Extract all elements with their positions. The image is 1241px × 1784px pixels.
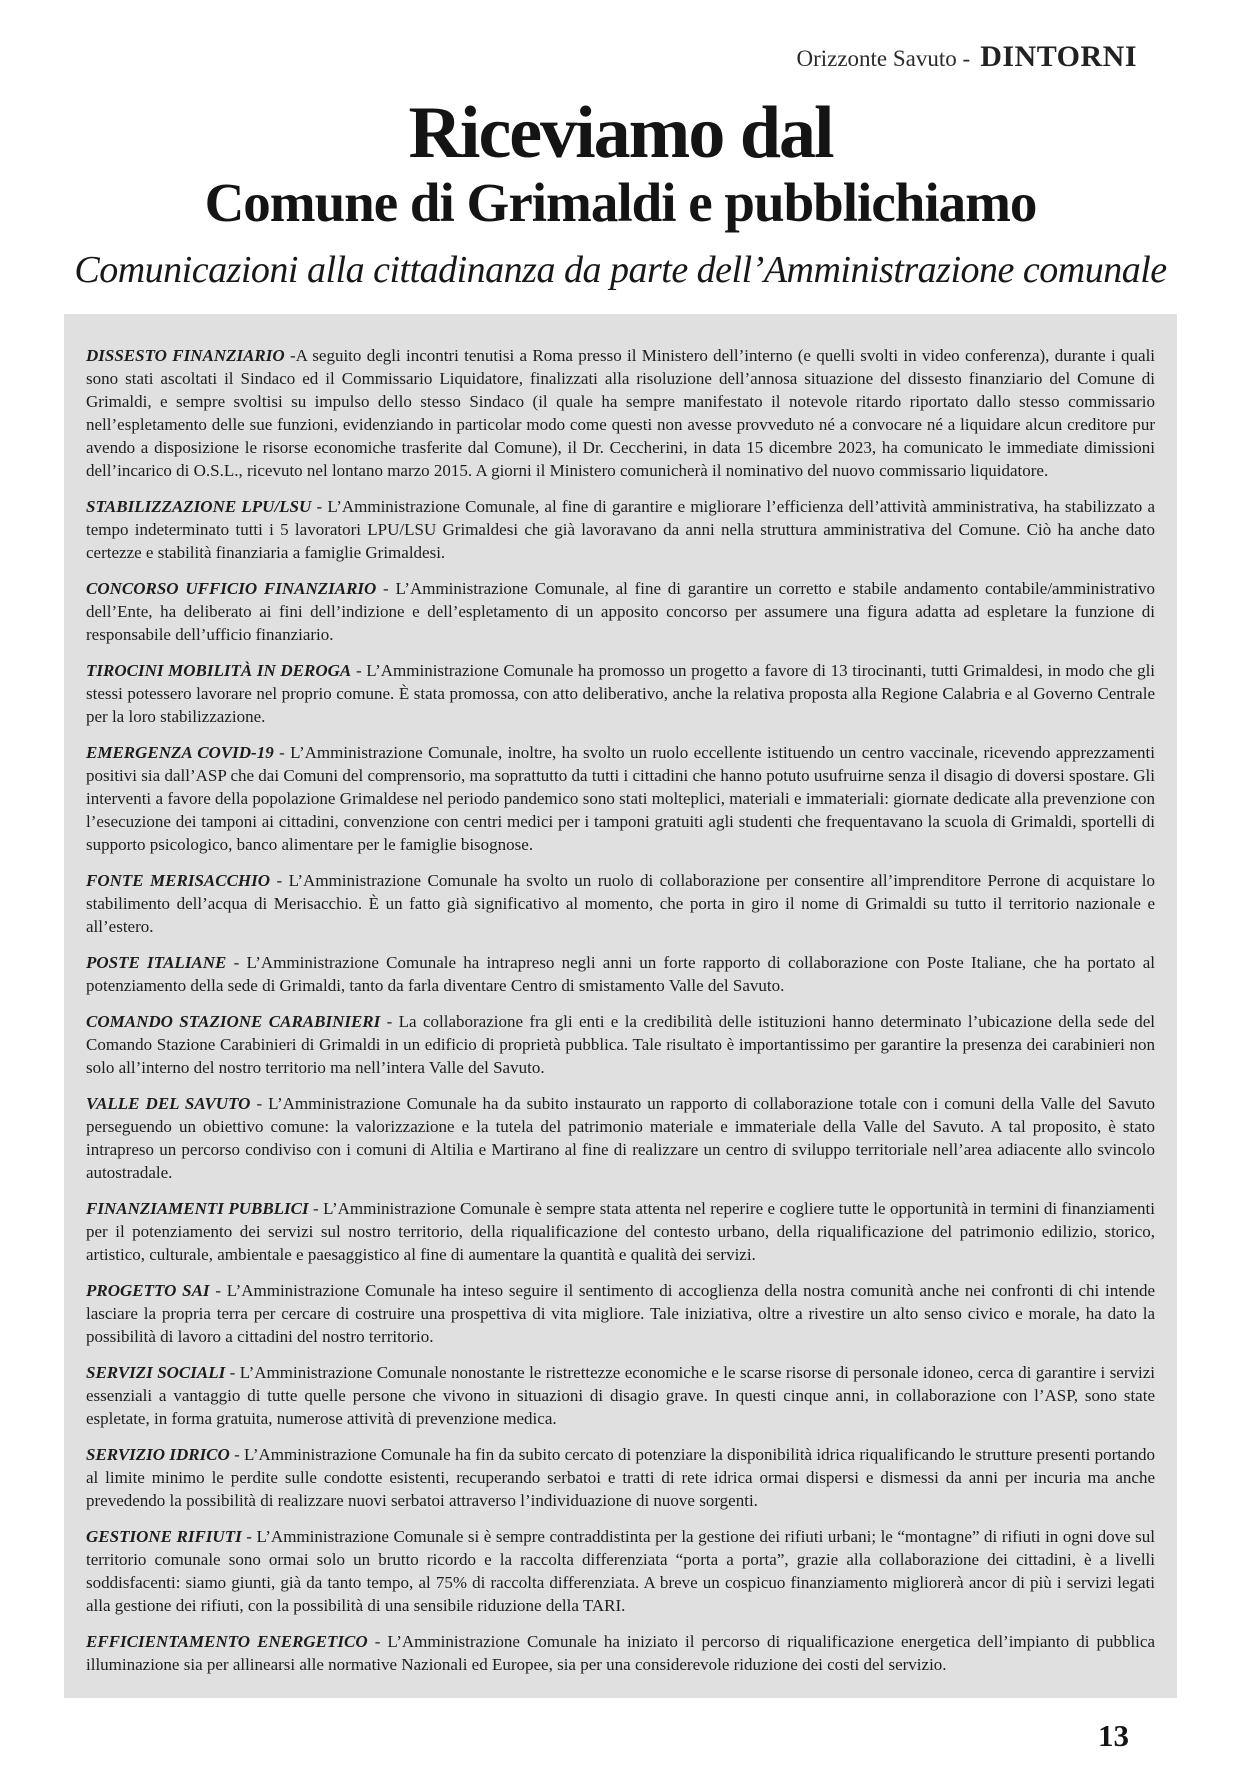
article-body: - L’Amministrazione Comunale ha promosso un progetto a favore di 13 tirocinanti, tutti Grimaldesi, in modo che gli stessi potessero lavorare nel proprio comune. È stata promossa, con atto deliberativo, anche la relativa proposta alla Regione Calabria e al Governo Centrale per la loro stabilizzazione. bbox=[86, 660, 1156, 726]
article-stabilizzazione-lpu-lsu bbox=[86, 495, 1155, 564]
page-title-line-1: Riceviamo dal bbox=[408, 92, 833, 174]
article-body: - La collaborazione fra gli enti e la credibilità delle istituzioni hanno determinato l’ubicazione della sede del Comando Stazione Carabinieri di Grimaldi in un edificio di proprietà pubblica. Tale risultato è importantissimo per garantire la presenza dei carabinieri non solo all’interno del nostro territorio ma nell’intera Valle del Savuto. bbox=[86, 1011, 1156, 1077]
article-body: - L’Amministrazione Comunale si è sempre contraddistinta per la gestione dei rifiuti urbani; le “montagne” di rifiuti in ogni dove sul territorio comunale sono ormai solo un brutto ricordo e la raccolta differenziata “porta a porta”, grazie alla collaborazione dei cittadini, è a livelli soddisfacenti: siamo giunti, già da tanto tempo, al 75% di raccolta differenziata. A breve un cospicuo finanziamento migliorerà ancor di più i servizi legati alla gestione dei rifiuti, con la possibilità di una sensibile riduzione della TARI. bbox=[86, 1526, 1156, 1615]
content-box bbox=[64, 314, 1177, 1698]
page-title-line-2: Comune di Grimaldi e pubblichiamo bbox=[204, 172, 1037, 233]
article-body: - L’Amministrazione Comunale ha da subito instaurato un rapporto di collaborazione totale con i comuni della Valle del Savuto perseguendo un obiettivo comune: la valorizzazione e la tutela del patrimonio materiale e immateriale della Valle del Savuto. A tal proposito, è stato intrapreso un percorso condiviso con i comuni di Altilia e Martirano al fine di realizzare un centro di sviluppo territoriale nell’area adiacente allo svincolo autostradale. bbox=[86, 1093, 1155, 1182]
article-body: - L’Amministrazione Comunale, al fine di garantire e migliorare l’efficienza dell’attività amministrativa, ha stabilizzato a tempo indeterminato tutti i 5 lavoratori LPU/LSU Grimaldesi che già lavoravano da anni nella struttura amministrativa del Comune. Ciò ha anche dato certezze e stabilità finanziaria a famiglie Grimaldesi. bbox=[86, 496, 1156, 562]
article-heading: VALLE DEL SAVUTO bbox=[86, 1093, 251, 1113]
article-heading: STABILIZZAZIONE LPU/LSU bbox=[86, 496, 312, 516]
article-heading: POSTE ITALIANE bbox=[86, 952, 227, 972]
article-gestione-rifiuti bbox=[86, 1525, 1155, 1617]
page-subtitle: Comunicazioni alla cittadinanza da parte dell’Amministrazione comunale bbox=[74, 248, 1167, 291]
page-number: 13 bbox=[1098, 1717, 1129, 1753]
article-progetto-sai bbox=[86, 1279, 1155, 1348]
article-body: - L’Amministrazione Comunale ha svolto un ruolo di collaborazione per consentire all’imprenditore Perrone di acquistare lo stabilimento dell’acqua di Merisacchio. È un fatto già significativo al momento, che porta in giro il nome di Grimaldi su tutto il territorio nazionale e all’estero. bbox=[86, 870, 1155, 936]
article-tirocini-mobilita-in-deroga bbox=[86, 659, 1155, 728]
article-heading: SERVIZIO IDRICO bbox=[86, 1444, 230, 1464]
article-dissesto-finanziario bbox=[86, 344, 1155, 482]
article-heading: FONTE MERISACCHIO bbox=[86, 870, 271, 890]
article-concorso-ufficio-finanziario bbox=[86, 577, 1155, 646]
article-body: - L’Amministrazione Comunale ha inteso seguire il sentimento di accoglienza della nostra comunità anche nei confronti di chi intende lasciare la propria terra per cercare di costruire una prospettiva di vita migliore. Tale iniziativa, oltre a rivestire un alto senso civico e morale, ha dato la possibilità di lavoro a cittadini del nostro territorio. bbox=[86, 1280, 1156, 1346]
article-heading: EMERGENZA COVID-19 bbox=[86, 742, 274, 762]
newspaper-name: Orizzonte Savuto - bbox=[796, 46, 971, 71]
article-heading: EFFICIENTAMENTO ENERGETICO bbox=[86, 1631, 368, 1651]
article-heading: GESTIONE RIFIUTI bbox=[86, 1526, 242, 1546]
article-heading: FINANZIAMENTI PUBBLICI bbox=[86, 1198, 309, 1218]
article-emergenza-covid-19 bbox=[86, 741, 1155, 856]
section-name: DINTORNI bbox=[980, 40, 1137, 73]
article-body: - L’Amministrazione Comunale, inoltre, ha svolto un ruolo eccellente istituendo un centro vaccinale, ricevendo apprezzamenti positivi sia dall’ASP che dai Comuni del comprensorio, ma soprattutto da tutti i cittadini che hanno potuto usufruirne senza il disagio di doversi spostare. Gli interventi a favore della popolazione Grimaldese nel periodo pandemico sono stati molteplici, materiali e immateriali: giornate dedicate alla prevenzione con l’esecuzione dei tamponi ai cittadini, convenzione con centri medici per i tamponi gratuiti agli studenti che frequentavano la scuola di Grimaldi, sportelli di supporto psicologico, banco alimentare per le famiglie bisognose. bbox=[86, 742, 1156, 854]
article-body: - L’Amministrazione Comunale nonostante le ristrettezze economiche e le scarse risorse di personale idoneo, cerca di garantire i servizi essenziali a vantaggio di tutte quelle persone che vivono in situazioni di disagio grave. In questi cinque anni, in collaborazione con l’ASP, sono state espletate, in forma gratuita, numerose attività di prevenzione medica. bbox=[86, 1362, 1156, 1428]
article-body: - L’Amministrazione Comunale ha intrapreso negli anni un forte rapporto di collaborazione con Poste Italiane, che ha portato al potenziamento della sede di Grimaldi, tanto da farla diventare Centro di smistamento Valle del Savuto. bbox=[86, 952, 1156, 995]
article-heading: PROGETTO SAI bbox=[86, 1280, 210, 1300]
article-body: - L’Amministrazione Comunale ha iniziato il percorso di riqualificazione energetica dell’impianto di pubblica illuminazione sia per allinearsi alle normative Nazionali ed Europee, sia per una considerevole riduzione dei costi del servizio. bbox=[86, 1631, 1155, 1674]
article-servizio-idrico bbox=[86, 1443, 1155, 1512]
article-finanziamenti-pubblici bbox=[86, 1197, 1155, 1266]
article-heading: TIROCINI MOBILITÀ IN DEROGA bbox=[86, 660, 352, 680]
article-heading: DISSESTO FINANZIARIO bbox=[86, 345, 285, 365]
article-efficientamento-energetico bbox=[86, 1630, 1155, 1676]
page-header bbox=[0, 0, 1241, 74]
article-comando-stazione-carabinieri bbox=[86, 1010, 1155, 1079]
article-body: -A seguito degli incontri tenutisi a Roma presso il Ministero dell’interno (e quelli svolti in video conferenza), durante i quali sono stati ascoltati il Sindaco ed il Commissario Liquidatore, finalizzati alla risoluzione dell’annosa situazione del dissesto finanziario del Comune di Grimaldi, e sempre svoltisi su impulso dello stesso Sindaco (il quale ha sempre manifestato il notevole ritardo riportato dallo stesso commissario nell’espletamento delle sue funzioni, evidenziando in particolar modo come questi non avesse provveduto né a convocare né a liquidare alcun creditore pur avendo a disposizione le risorse economiche trasferite dal Comune), il Dr. Ceccherini, in data 15 dicembre 2023, ha comunicato le immediate dimissioni dell’incarico di O.S.L., ricevuto nel lontano marzo 2015. A giorni il Ministero comunicherà il nominativo del nuovo commissario liquidatore. bbox=[86, 345, 1156, 480]
article-heading: COMANDO STAZIONE CARABINIERI bbox=[86, 1011, 381, 1031]
article-fonte-merisacchio bbox=[86, 869, 1155, 938]
article-body: - L’Amministrazione Comunale ha fin da subito cercato di potenziare la disponibilità idrica riqualificando le strutture presenti portando al limite minimo le perdite sulle condotte esistenti, recuperando serbatoi e tratti di rete idrica ormai dispersi e dismessi da anni per incuria ma anche prevedendo la possibilità di realizzare nuovi serbatoi attraverso l’individuazione di nuove sorgenti. bbox=[86, 1444, 1155, 1510]
article-valle-del-savuto bbox=[86, 1092, 1155, 1184]
article-heading: SERVIZI SOCIALI bbox=[86, 1362, 226, 1382]
article-poste-italiane bbox=[86, 951, 1155, 997]
article-heading: CONCORSO UFFICIO FINANZIARIO bbox=[86, 578, 377, 598]
article-body: - L’Amministrazione Comunale, al fine di garantire un corretto e stabile andamento contabile/amministrativo dell’Ente, ha deliberato ai fini dell’indizione e dell’espletamento di un apposito concorso per assumere una figura adatta ad espletare la funzione di responsabile dell’ufficio finanziario. bbox=[86, 578, 1155, 644]
article-body: - L’Amministrazione Comunale è sempre stata attenta nel reperire e cogliere tutte le opportunità in termini di finanziamenti per il potenziamento dei servizi sul nostro territorio, della riqualificazione del contesto urbano, della riqualificazione del patrimonio edilizio, storico, artistico, culturale, ambientale e paesaggistico al fine di aumentare la quantità e qualità dei servizi. bbox=[86, 1198, 1155, 1264]
article-servizi-sociali bbox=[86, 1361, 1155, 1430]
